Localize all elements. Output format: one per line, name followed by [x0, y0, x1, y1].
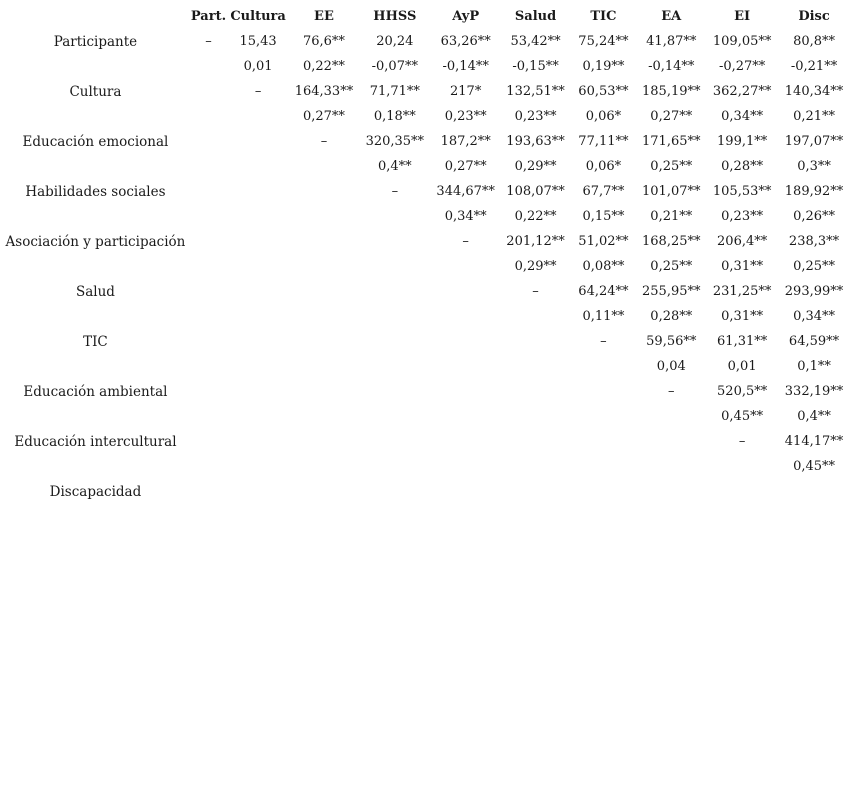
- row-label: [0, 54, 191, 79]
- table-cell: [290, 429, 358, 454]
- table-cell: [432, 304, 500, 329]
- table-cell: [571, 379, 635, 404]
- table-cell: [571, 454, 635, 479]
- table-cell: [358, 379, 432, 404]
- table-cell: –: [532, 284, 539, 299]
- table-cell: 189,92**: [784, 184, 844, 199]
- table-cell: 362,27**: [712, 84, 772, 99]
- table-cell: –: [600, 334, 607, 349]
- column-header: TIC: [590, 9, 617, 24]
- table-cell: 59,56**: [646, 334, 697, 349]
- table-cell: -0,15**: [512, 59, 559, 74]
- table-cell: 51,02**: [578, 234, 629, 249]
- table-cell: [571, 354, 635, 379]
- table-cell: 0,45**: [793, 459, 836, 474]
- table-cell: [358, 229, 432, 254]
- table-cell: 238,3**: [788, 234, 840, 249]
- table-cell: 0,3**: [797, 159, 831, 174]
- table-cell: –: [391, 184, 399, 199]
- table-cell: [707, 454, 777, 479]
- table-cell: [191, 279, 226, 304]
- table-cell: 0,29**: [514, 159, 557, 174]
- table-row: [0, 229, 851, 254]
- table-cell: 0,21**: [650, 209, 693, 224]
- row-label: [0, 354, 191, 379]
- table-cell: [191, 179, 226, 204]
- table-cell: –: [668, 384, 675, 399]
- row-label: [0, 454, 191, 479]
- table-cell: [571, 429, 635, 454]
- table-cell: 0,08**: [582, 259, 625, 274]
- table-row: [0, 479, 851, 504]
- row-label: TIC: [83, 333, 108, 350]
- column-header: AyP: [452, 9, 480, 24]
- column-header: Cultura: [230, 9, 286, 24]
- table-cell: [290, 479, 358, 504]
- table-row: [0, 254, 851, 279]
- table-cell: [432, 379, 500, 404]
- table-cell: 0,34**: [444, 209, 487, 224]
- table-cell: 201,12**: [506, 234, 565, 249]
- table-cell: [432, 429, 500, 454]
- table-cell: -0,14**: [648, 59, 695, 74]
- correlation-table: [0, 4, 851, 504]
- table-cell: 193,63**: [506, 134, 565, 149]
- column-header: EI: [734, 9, 751, 24]
- table-cell: 168,25**: [642, 234, 701, 249]
- header-row: [0, 4, 851, 29]
- table-cell: [226, 204, 290, 229]
- table-cell: [358, 254, 432, 279]
- table-cell: [191, 454, 226, 479]
- table-cell: –: [320, 134, 328, 149]
- table-cell: [191, 79, 226, 104]
- table-cell: 0,22**: [302, 59, 345, 74]
- table-cell: [500, 354, 572, 379]
- table-cell: 0,25**: [650, 159, 693, 174]
- row-label: Cultura: [69, 83, 122, 100]
- table-row: [0, 104, 851, 129]
- table-row: [0, 454, 851, 479]
- table-cell: [191, 379, 226, 404]
- table-cell: [290, 354, 358, 379]
- header-corner: [0, 4, 191, 29]
- table-cell: [226, 129, 290, 154]
- table-header: [0, 4, 851, 29]
- table-cell: -0,21**: [790, 59, 838, 74]
- row-label: [0, 204, 191, 229]
- table-cell: [358, 454, 432, 479]
- table-cell: [432, 354, 500, 379]
- table-cell: [191, 54, 226, 79]
- table-cell: [226, 154, 290, 179]
- table-cell: [500, 304, 572, 329]
- table-cell: 0,4**: [797, 409, 831, 424]
- table-cell: 0,23**: [721, 209, 764, 224]
- table-cell: 231,25**: [712, 284, 772, 299]
- table-cell: 132,51**: [506, 84, 565, 99]
- table-cell: [290, 404, 358, 429]
- table-cell: [358, 304, 432, 329]
- table-cell: -0,27**: [718, 59, 766, 74]
- table-cell: 101,07**: [642, 184, 701, 199]
- table-cell: [290, 179, 358, 204]
- table-cell: [290, 204, 358, 229]
- row-label: [0, 404, 191, 429]
- table-cell: -0,07**: [371, 59, 418, 74]
- table-row: [0, 279, 851, 304]
- table-row: [0, 79, 851, 104]
- row-label: Educación emocional: [22, 133, 169, 150]
- table-cell: [226, 229, 290, 254]
- table-cell: [358, 404, 432, 429]
- table-cell: 187,2**: [440, 134, 491, 149]
- table-cell: [500, 329, 572, 354]
- row-label: Habilidades sociales: [25, 183, 166, 200]
- table-cell: [226, 429, 290, 454]
- table-cell: [358, 354, 432, 379]
- row-label: Salud: [75, 283, 115, 300]
- table-cell: 414,17**: [784, 434, 844, 449]
- table-cell: 61,31**: [717, 334, 768, 349]
- column-header: Part.: [190, 9, 227, 24]
- table-cell: [571, 404, 635, 429]
- table-cell: [290, 329, 358, 354]
- table-cell: 0,01: [243, 59, 273, 74]
- table-cell: 293,99**: [784, 284, 844, 299]
- table-cell: 171,65**: [642, 134, 701, 149]
- table-cell: 164,33**: [294, 84, 354, 99]
- table-cell: [191, 104, 226, 129]
- table-cell: [290, 379, 358, 404]
- table-cell: [500, 454, 572, 479]
- table-cell: 0,27**: [302, 109, 345, 124]
- table-cell: 109,05**: [712, 34, 772, 49]
- table-cell: 0,25**: [793, 259, 836, 274]
- row-label: [0, 304, 191, 329]
- table-cell: 0,18**: [373, 109, 416, 124]
- table-cell: [191, 229, 226, 254]
- table-cell: [226, 254, 290, 279]
- table-cell: 0,23**: [514, 109, 557, 124]
- table-cell: –: [462, 234, 469, 249]
- row-label: Asociación y participación: [5, 233, 186, 250]
- table-cell: 0,4**: [377, 159, 412, 174]
- table-cell: 0,1**: [797, 359, 831, 374]
- table-cell: 0,15**: [582, 209, 625, 224]
- table-cell: [226, 304, 290, 329]
- table-cell: [191, 329, 226, 354]
- table-row: [0, 179, 851, 204]
- table-cell: 0,27**: [650, 109, 693, 124]
- table-cell: 64,24**: [578, 284, 629, 299]
- table-cell: 0,25**: [650, 259, 693, 274]
- table-cell: 197,07**: [784, 134, 844, 149]
- table-cell: 0,31**: [721, 259, 764, 274]
- table-cell: [191, 354, 226, 379]
- table-cell: 0,06*: [585, 159, 622, 174]
- table-cell: [500, 429, 572, 454]
- table-cell: 63,26**: [440, 34, 491, 49]
- table-cell: -0,14**: [442, 59, 489, 74]
- table-cell: 0,31**: [721, 309, 764, 324]
- table-cell: [191, 204, 226, 229]
- row-label: Discapacidad: [49, 483, 142, 500]
- table-cell: [290, 304, 358, 329]
- table-cell: 255,95**: [642, 284, 701, 299]
- table-cell: [226, 104, 290, 129]
- table-cell: 0,19**: [582, 59, 625, 74]
- table-row: [0, 129, 851, 154]
- table-cell: [191, 254, 226, 279]
- table-cell: 105,53**: [712, 184, 772, 199]
- table-cell: 20,24: [376, 34, 414, 49]
- table-cell: 199,1**: [717, 134, 768, 149]
- table-row: [0, 29, 851, 54]
- table-cell: 76,6**: [302, 34, 345, 49]
- column-header: Salud: [514, 9, 557, 24]
- table-cell: [635, 454, 707, 479]
- table-cell: 0,22**: [514, 209, 557, 224]
- table-cell: [290, 229, 358, 254]
- table-cell: [191, 404, 226, 429]
- table-cell: 60,53**: [578, 84, 629, 99]
- table-cell: [226, 279, 290, 304]
- table-cell: [290, 279, 358, 304]
- row-label: [0, 254, 191, 279]
- table-cell: [358, 329, 432, 354]
- table-row: [0, 429, 851, 454]
- table-cell: 0,27**: [444, 159, 487, 174]
- table-cell: 15,43: [239, 34, 277, 49]
- table-cell: [226, 354, 290, 379]
- table-cell: 217*: [450, 84, 482, 99]
- table-cell: [358, 204, 432, 229]
- table-cell: 320,35**: [365, 134, 425, 149]
- table-cell: –: [205, 34, 212, 49]
- table-row: [0, 354, 851, 379]
- table-cell: 53,42**: [510, 34, 561, 49]
- table-cell: [191, 479, 226, 504]
- table-cell: [432, 329, 500, 354]
- table-cell: 0,23**: [444, 109, 487, 124]
- table-cell: 71,71**: [369, 84, 420, 99]
- table-cell: [707, 479, 777, 504]
- table-cell: 108,07**: [506, 184, 565, 199]
- table-body: [0, 29, 851, 504]
- table-cell: [571, 479, 635, 504]
- table-cell: 0,21**: [793, 109, 836, 124]
- table-cell: 0,06*: [585, 109, 622, 124]
- table-cell: 0,11**: [582, 309, 625, 324]
- table-cell: [358, 479, 432, 504]
- table-cell: 185,19**: [642, 84, 701, 99]
- table-cell: 520,5**: [717, 384, 768, 399]
- table-cell: [226, 379, 290, 404]
- table-cell: [226, 179, 290, 204]
- table-cell: [191, 429, 226, 454]
- row-label: Educación ambiental: [23, 383, 168, 400]
- table-cell: 77,11**: [578, 134, 629, 149]
- table-cell: 0,34**: [721, 109, 764, 124]
- table-cell: [500, 404, 572, 429]
- table-cell: 206,4**: [717, 234, 768, 249]
- table-cell: 344,67**: [436, 184, 495, 199]
- table-cell: 0,28**: [721, 159, 764, 174]
- table-cell: [226, 329, 290, 354]
- table-cell: –: [738, 434, 746, 449]
- column-header: Disc: [798, 9, 830, 24]
- table-cell: 0,29**: [514, 259, 557, 274]
- table-cell: [191, 154, 226, 179]
- table-cell: [191, 129, 226, 154]
- table-cell: 80,8**: [793, 34, 836, 49]
- table-cell: [358, 279, 432, 304]
- table-cell: 0,04: [656, 359, 686, 374]
- table-cell: 67,7**: [582, 184, 625, 199]
- column-header: EA: [661, 9, 682, 24]
- table-row: [0, 304, 851, 329]
- table-row: [0, 379, 851, 404]
- table-row: [0, 154, 851, 179]
- table-cell: [635, 479, 707, 504]
- table-cell: 41,87**: [646, 34, 697, 49]
- table-cell: [777, 479, 851, 504]
- table-cell: [432, 254, 500, 279]
- table-cell: [432, 404, 500, 429]
- table-cell: 0,01: [727, 359, 757, 374]
- table-cell: [500, 479, 572, 504]
- row-label: Educación intercultural: [14, 433, 177, 450]
- table-cell: 64,59**: [788, 334, 840, 349]
- column-header: HHSS: [373, 9, 417, 24]
- table-cell: [226, 479, 290, 504]
- table-row: [0, 204, 851, 229]
- table-cell: [226, 454, 290, 479]
- table-cell: [432, 279, 500, 304]
- table-cell: 0,28**: [650, 309, 693, 324]
- table-cell: [290, 454, 358, 479]
- table-cell: 140,34**: [784, 84, 844, 99]
- table-cell: 332,19**: [784, 384, 844, 399]
- table-row: [0, 329, 851, 354]
- column-header: EE: [314, 9, 334, 24]
- table-cell: 0,26**: [793, 209, 836, 224]
- table-cell: [191, 304, 226, 329]
- row-label: Participante: [53, 33, 138, 50]
- table-cell: [635, 404, 707, 429]
- table-cell: [432, 479, 500, 504]
- table-cell: 75,24**: [578, 34, 629, 49]
- table-cell: [290, 254, 358, 279]
- table-cell: 0,45**: [721, 409, 764, 424]
- table-row: [0, 404, 851, 429]
- table-cell: [500, 379, 572, 404]
- table-cell: [635, 429, 707, 454]
- table-cell: 0,34**: [793, 309, 836, 324]
- table-cell: [226, 404, 290, 429]
- row-label: [0, 104, 191, 129]
- table-cell: [432, 454, 500, 479]
- row-label: [0, 154, 191, 179]
- table-cell: [358, 429, 432, 454]
- table-cell: [290, 154, 358, 179]
- table-row: [0, 54, 851, 79]
- table-cell: –: [254, 84, 262, 99]
